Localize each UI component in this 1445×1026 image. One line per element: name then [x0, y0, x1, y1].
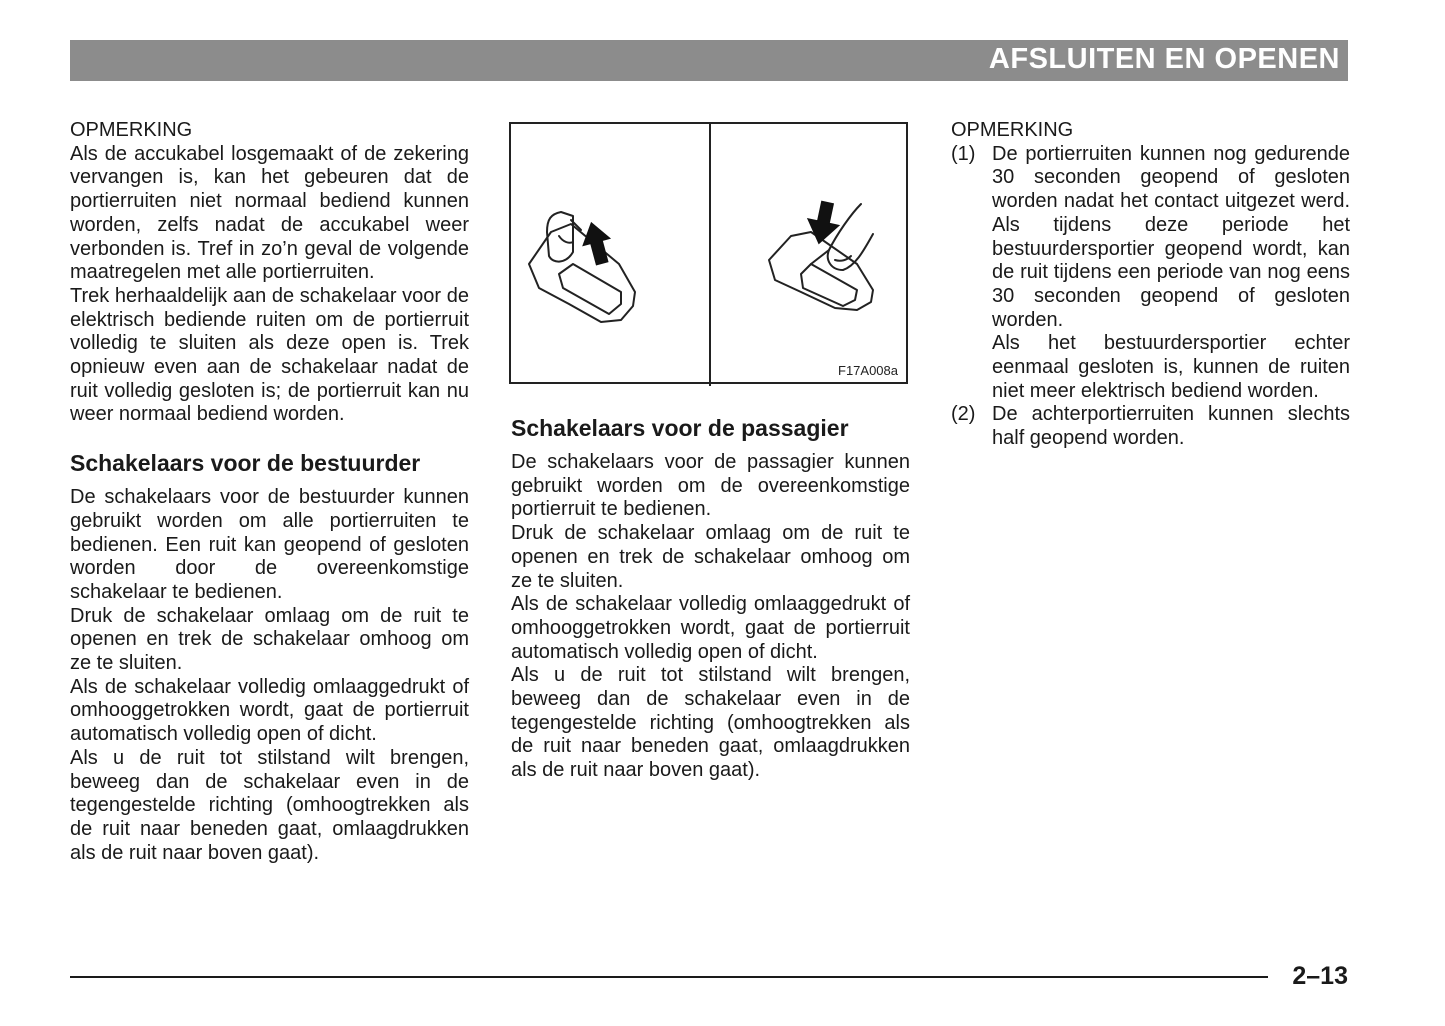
list-item-text: De portierruiten kunnen nog gedurende 30 seconden geopend of gesloten worden nadat het contact uitgezet werd. Als tijdens deze periode het bestuurdersportier geopend wordt, kan de ruit tijdens een periode van nog eens 30 seconden geopend of gesloten worden. — [992, 142, 1350, 331]
body-paragraph: De schakelaars voor de bestuurder kunnen gebruikt worden om alle portierruiten te bedienen. Een ruit kan geopend of gesloten worden door de overeenkomstige schakelaar te bedienen. — [70, 486, 469, 603]
body-paragraph: Als u de ruit tot stilstand wilt brengen, beweeg dan de schakelaar even in de tegengestelde richting (omhoogtrekken als de ruit naar beneden gaat, omlaagdrukken als de ruit naar boven gaat). — [511, 664, 910, 782]
driver-switches-heading: Schakelaars voor de bestuurder — [70, 450, 421, 477]
list-item — [951, 403, 1350, 450]
figure-divider — [709, 124, 711, 386]
body-paragraph: Als de schakelaar volledig omlaaggedrukt of omhooggetrokken wordt, gaat de portierruit automatisch volledig open of dicht. — [511, 593, 910, 663]
body-paragraph: Druk de schakelaar omlaag om de ruit te openen en trek de schakelaar omhoog om ze te sluiten. — [511, 522, 910, 592]
section-title: AFSLUITEN EN OPENEN — [988, 43, 1340, 75]
note-paragraph: Trek herhaaldelijk aan de schakelaar voor de elektrisch bediende ruiten om de portierruit volledig te sluiten als deze open is. Trek opnieuw even aan de schakelaar nadat de ruit volledig gesloten is; de portierruit kan nu weer normaal bediend worden. — [70, 284, 469, 426]
note-list — [951, 143, 1350, 451]
list-item-number: (1) — [951, 142, 976, 165]
body-paragraph: De schakelaars voor de passagier kunnen gebruikt worden om de overeenkomstige portierruit te bedienen. — [511, 451, 910, 521]
note-label: OPMERKING — [951, 119, 1074, 141]
column-middle — [511, 413, 910, 783]
arrow-down-icon — [803, 199, 843, 247]
list-item-text: Als het bestuurdersportier echter eenmaal gesloten is, kunnen de ruiten niet meer elektrisch bediend worden. — [992, 332, 1350, 402]
section-header-bar — [70, 40, 1348, 81]
footer-rule — [70, 976, 1268, 978]
column-left — [70, 119, 469, 865]
note-paragraph: Als de accukabel losgemaakt of de zekering vervangen is, kan het gebeuren dat de portierruiten niet normaal bediend kunnen worden, zelfs nadat de accukabel weer verbonden is. Tref in zo’n geval de volgende maatregelen met alle portierruiten. — [70, 142, 469, 284]
list-item — [951, 143, 1350, 404]
figure-caption: F17A008a — [838, 363, 898, 378]
list-item-text: De achterportierruiten kunnen slechts half geopend worden. — [992, 403, 1350, 450]
passenger-switches-heading: Schakelaars voor de passagier — [511, 415, 849, 441]
switch-illustration — [509, 122, 908, 384]
page-number: 2–13 — [1292, 962, 1348, 990]
arrow-up-icon — [578, 219, 616, 267]
list-item-number: (2) — [951, 403, 976, 426]
pull-switch-drawing — [529, 212, 635, 322]
column-right — [951, 119, 1350, 451]
note-label: OPMERKING — [70, 119, 193, 141]
body-paragraph: Als de schakelaar volledig omlaaggedrukt of omhooggetrokken wordt, gaat de portierruit automatisch volledig open of dicht. — [70, 675, 469, 746]
body-paragraph: Druk de schakelaar omlaag om de ruit te openen en trek de schakelaar omhoog om ze te sluiten. — [70, 604, 469, 675]
body-paragraph: Als u de ruit tot stilstand wilt brengen, beweeg dan de schakelaar even in de tegengestelde richting (omhoogtrekken als de ruit naar beneden gaat, omlaagdrukken als de ruit naar boven gaat). — [70, 746, 469, 864]
